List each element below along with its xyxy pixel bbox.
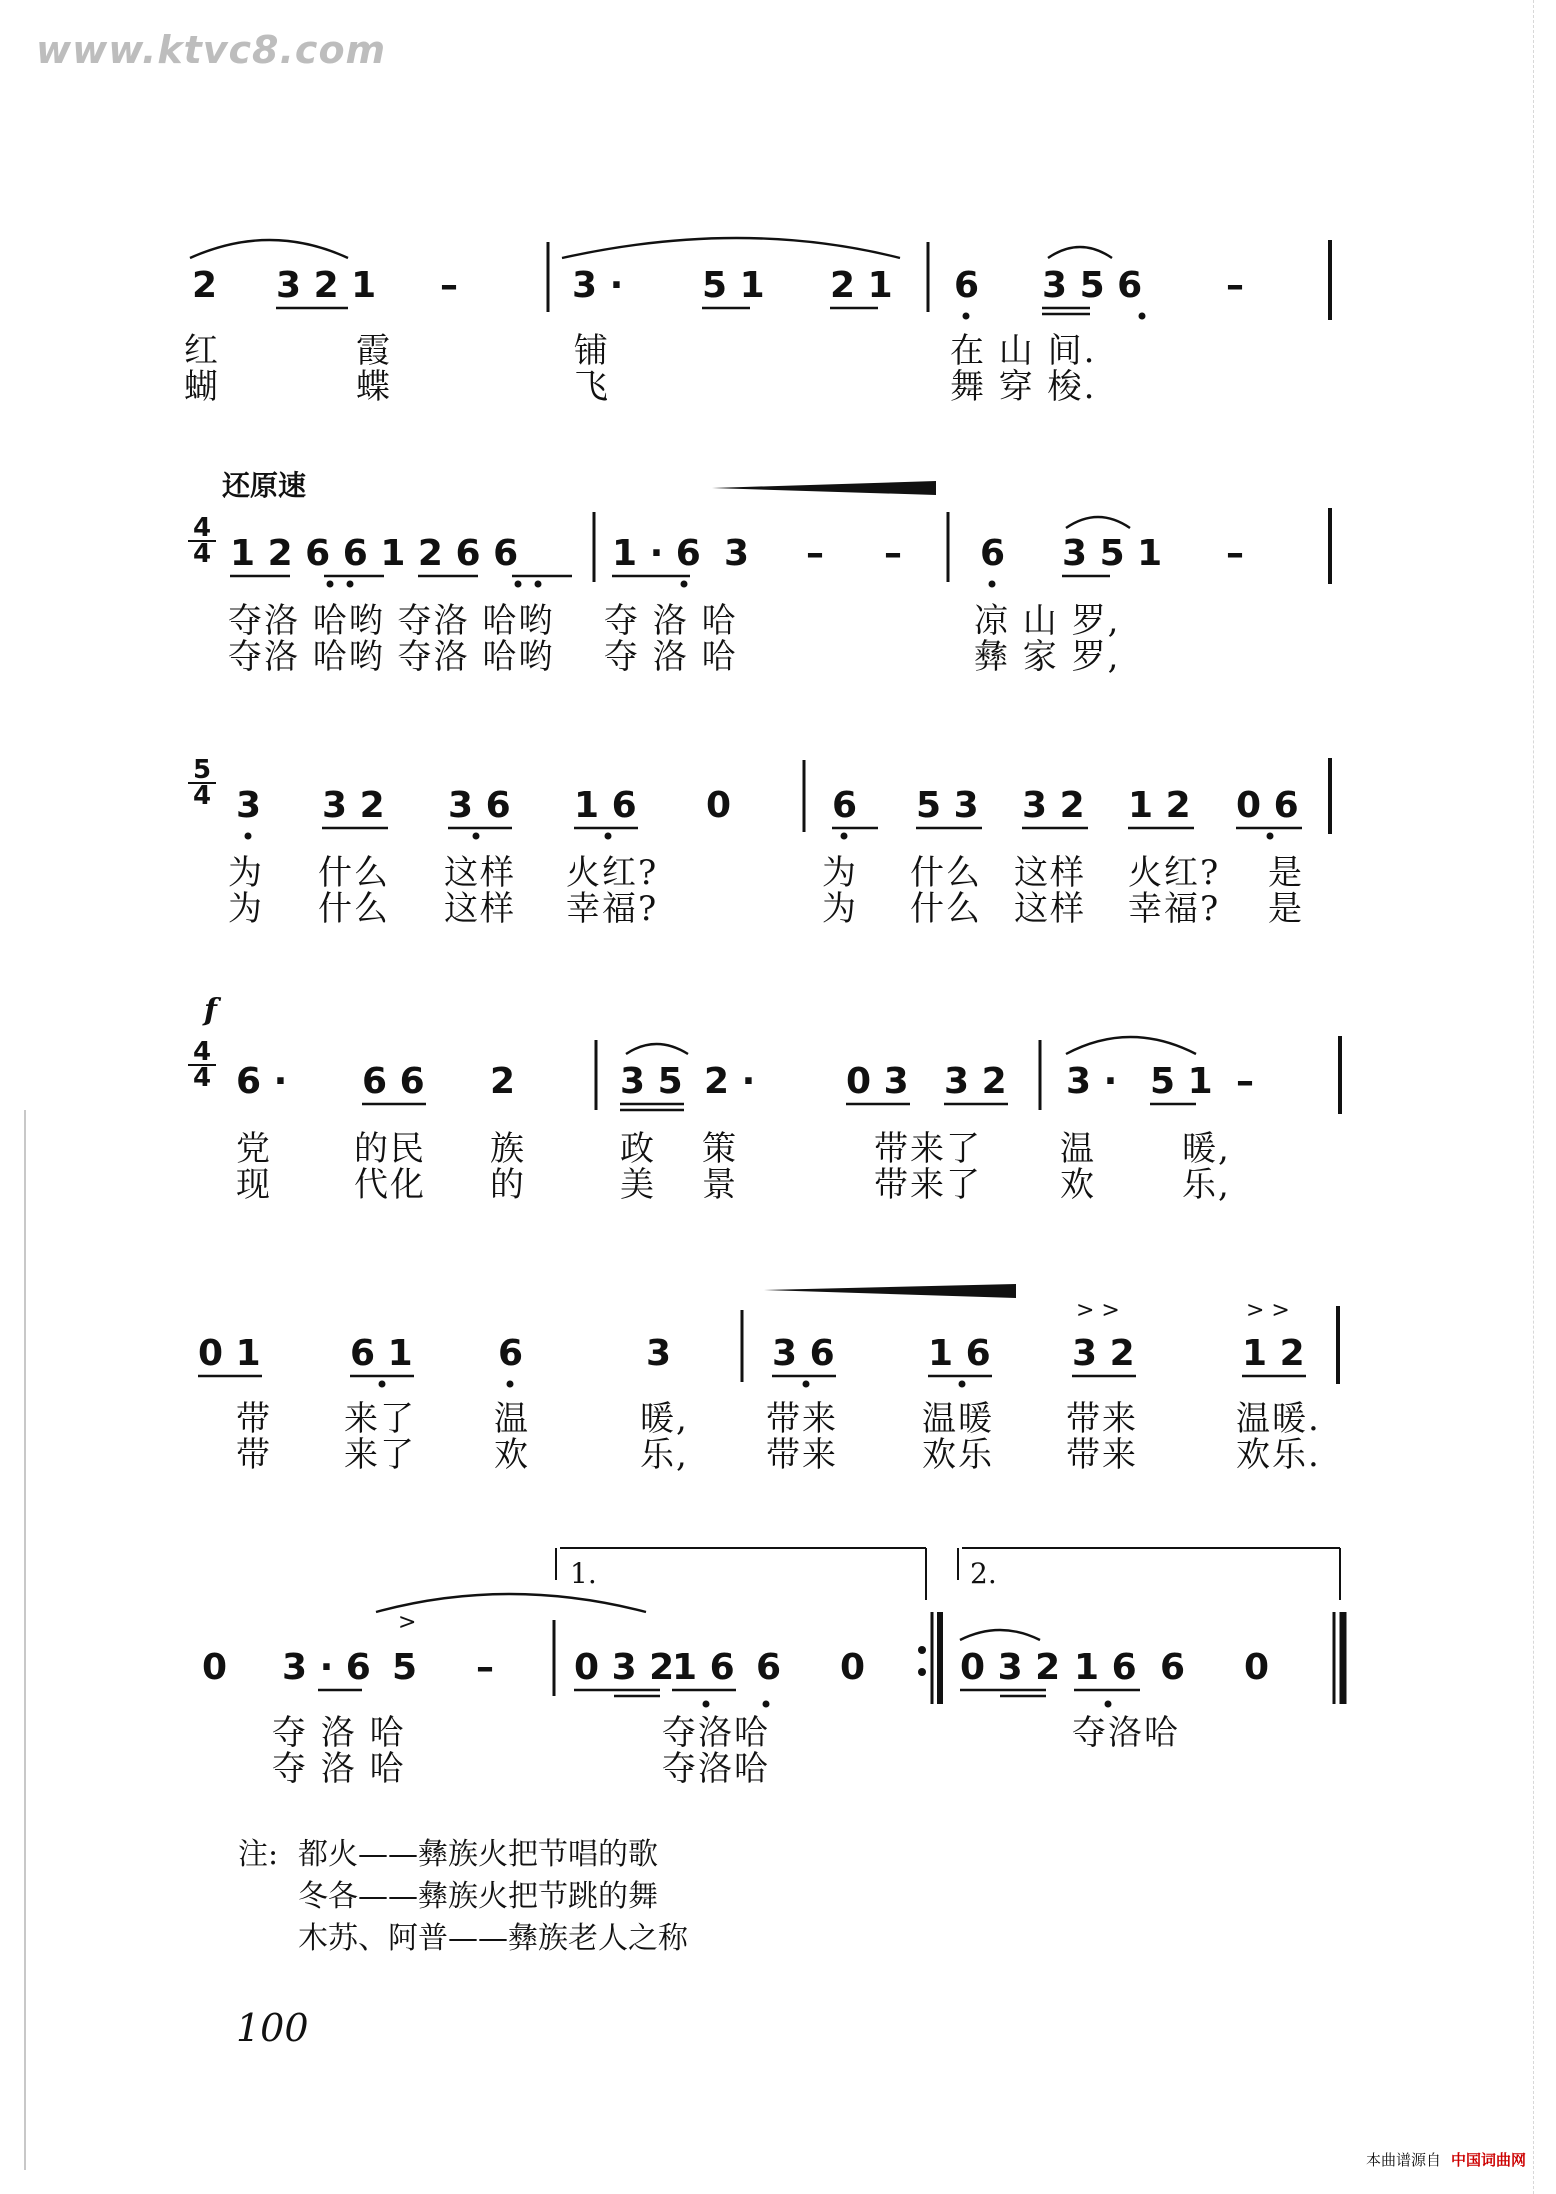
hairpins [712, 481, 1016, 1298]
note-group: 0 6 [1236, 785, 1299, 826]
note-group: 3 5 1 [1062, 533, 1163, 574]
decrescendo-hairpin [764, 1284, 1016, 1298]
lyric: 暖, [1182, 1129, 1231, 1169]
time-signature: 5 4 [188, 758, 216, 808]
lyric: 带来 [766, 1399, 838, 1439]
lyric: 这样 [444, 889, 516, 929]
note-group: 2 [490, 1061, 516, 1102]
note-group: 6 [954, 265, 980, 306]
note-group: 6 [1160, 1647, 1186, 1688]
note-group: 3 [236, 785, 262, 826]
lyric: 温暖 [922, 1399, 994, 1439]
note-group: – [1226, 533, 1244, 574]
lyric: 带来 [766, 1435, 838, 1475]
note-group: – [440, 265, 458, 306]
note-group: 0 1 [198, 1333, 261, 1374]
lyric: 什么 [318, 889, 390, 929]
lyric: 乐, [640, 1435, 689, 1475]
note-group: 3 2 [1022, 785, 1085, 826]
lyric: 来了 [344, 1435, 416, 1475]
lyric: 政 [620, 1129, 656, 1169]
lyric: 温 [1060, 1129, 1096, 1169]
note-group: 2 [192, 265, 218, 306]
note-group: 6 6 [362, 1061, 425, 1102]
note-group: 0 3 2 [960, 1647, 1061, 1688]
lyric: 夺 洛 哈 [272, 1713, 406, 1753]
note-group: 3 [646, 1333, 672, 1374]
note-group: 6 [832, 785, 858, 826]
lyric: 欢 [1060, 1165, 1096, 1205]
note-group: 3 · [572, 265, 624, 306]
page-number: 100 [236, 2006, 309, 2050]
note-group: 1 6 [574, 785, 637, 826]
lyric: 带来 [1066, 1435, 1138, 1475]
lyric: 为 [228, 853, 264, 893]
footnote-prefix: 注: [238, 1837, 279, 1872]
lyric: 为 [822, 853, 858, 893]
note-group: – [884, 533, 902, 574]
note-group: 5 1 [1150, 1061, 1213, 1102]
lyric: 夺洛哈 [662, 1749, 770, 1789]
note-group: 3 5 [620, 1061, 683, 1102]
note-group: 3 6 [448, 785, 511, 826]
note-group: 6 [498, 1333, 524, 1374]
lyric: 什么 [910, 853, 982, 893]
lyric: 欢 [494, 1435, 530, 1475]
barlines [548, 240, 1343, 1704]
volta-brackets [556, 1548, 1340, 1600]
lyric: 族 [490, 1129, 526, 1169]
lyric: 带来了 [874, 1129, 982, 1169]
lyric: 飞 [574, 367, 610, 407]
lyric: 夺 洛 哈 [604, 601, 738, 641]
lyric: 的民 [354, 1129, 426, 1169]
lyric: 夺洛 哈哟 夺洛 哈哟 [228, 637, 555, 677]
lyric: 乐, [1182, 1165, 1231, 1205]
lyric: 暖, [640, 1399, 689, 1439]
lyric: 温暖. [1236, 1399, 1321, 1439]
lyric: 现 [236, 1165, 272, 1205]
note-group: 1 6 [1074, 1647, 1137, 1688]
lyric: 是 [1268, 889, 1304, 929]
accent-mark: > [398, 1610, 417, 1635]
time-signature: 4 4 [188, 516, 216, 566]
beams [198, 308, 1306, 1696]
note-group: 3 2 [1072, 1333, 1135, 1374]
lyric: 这样 [1014, 889, 1086, 929]
lyric: 彝 家 罗, [974, 637, 1121, 677]
lyric: 什么 [910, 889, 982, 929]
note-group: – [806, 533, 824, 574]
note-group: 3 5 6 [1042, 265, 1143, 306]
lyric: 带 [236, 1399, 272, 1439]
lyric: 幸福? [566, 889, 659, 929]
note-group: 1 2 [1128, 785, 1191, 826]
note-group: 5 [392, 1647, 418, 1688]
lyric: 什么 [318, 853, 390, 893]
decrescendo-hairpin [712, 481, 936, 495]
footnote-line: 冬各——彝族火把节跳的舞 [298, 1879, 658, 1914]
watermark: www.ktvc8.com [36, 28, 387, 72]
note-group: 6 [756, 1647, 782, 1688]
lyric: 舞 穿 梭. [950, 367, 1097, 407]
repeat-dots [918, 1646, 926, 1676]
note-group: 0 3 2 [574, 1647, 675, 1688]
note-group: – [1226, 265, 1244, 306]
note-group: 3 · [1066, 1061, 1118, 1102]
lyric: 凉 山 罗, [974, 601, 1121, 641]
lyric: 欢乐. [1236, 1435, 1321, 1475]
volta-2-label: 2. [970, 1557, 997, 1590]
note-group: 6 [980, 533, 1006, 574]
lyric: 在 山 间. [950, 331, 1097, 371]
note-group: 0 3 [846, 1061, 909, 1102]
note-group: 0 [202, 1647, 228, 1688]
lyric: 夺洛哈 [1072, 1713, 1180, 1753]
lyric: 带来 [1066, 1399, 1138, 1439]
lyric: 策 [702, 1129, 738, 1169]
lyric: 夺 洛 哈 [604, 637, 738, 677]
lyric: 夺洛 哈哟 夺洛 哈哟 [228, 601, 555, 641]
note-group: 6 · [236, 1061, 288, 1102]
lyric: 夺 洛 哈 [272, 1749, 406, 1789]
lyric: 党 [236, 1129, 272, 1169]
lyric: 代化 [354, 1165, 426, 1205]
note-group: 0 [706, 785, 732, 826]
lyric: 温 [494, 1399, 530, 1439]
lyric: 来了 [344, 1399, 416, 1439]
note-group: 0 [840, 1647, 866, 1688]
note-group: 3 2 [944, 1061, 1007, 1102]
source-site-link[interactable]: 中国词曲网 [1450, 2151, 1526, 2169]
lyric: 铺 [574, 331, 610, 371]
note-group: 3 [724, 533, 750, 574]
time-signature: 4 4 [188, 1040, 216, 1090]
lyric: 火红? [1128, 853, 1221, 893]
volta-1-label: 1. [570, 1557, 597, 1590]
lyric: 夺洛哈 [662, 1713, 770, 1753]
note-group: – [476, 1647, 494, 1688]
source-credit [1366, 2149, 1526, 2170]
lyric: 为 [822, 889, 858, 929]
note-group: – [1236, 1061, 1254, 1102]
tempo-marking: 还原速 [222, 469, 307, 502]
accent-marks: > > [1246, 1298, 1290, 1323]
note-group: 3 2 1 [276, 265, 377, 306]
note-group: 2 1 [830, 265, 893, 306]
note-group: 3 2 [322, 785, 385, 826]
note-group: 0 [1244, 1647, 1270, 1688]
lyric: 带来了 [874, 1165, 982, 1205]
lyric: 蝶 [356, 367, 392, 407]
note-group: 2 · [704, 1061, 756, 1102]
lyric: 景 [702, 1165, 738, 1205]
note-group: 1 6 [672, 1647, 735, 1688]
note-group: 5 1 [702, 265, 765, 306]
lyric: 这样 [1014, 853, 1086, 893]
lyric: 欢乐 [922, 1435, 994, 1475]
lyric: 是 [1268, 853, 1304, 893]
note-group: 3 6 [772, 1333, 835, 1374]
lyric: 火红? [566, 853, 659, 893]
lyric: 带 [236, 1435, 272, 1475]
lyric: 的 [490, 1165, 526, 1205]
note-group: 5 3 [916, 785, 979, 826]
lyric: 为 [228, 889, 264, 929]
lyric: 蝴 [184, 367, 220, 407]
lyric: 这样 [444, 853, 516, 893]
note-group: 1 2 [1242, 1333, 1305, 1374]
accent-marks: > > [1076, 1298, 1120, 1323]
note-group: 6 1 [350, 1333, 413, 1374]
note-group: 1 2 6 6 1 2 6 6 [230, 533, 519, 574]
lyric: 幸福? [1128, 889, 1221, 929]
note-group: 3 · 6 [282, 1647, 371, 1688]
footnote-line: 都火——彝族火把节唱的歌 [298, 1837, 658, 1872]
source-text: 本曲谱源自 [1365, 2151, 1441, 2169]
lyric: 红 [184, 331, 220, 371]
note-group: 1 6 [928, 1333, 991, 1374]
footnote-line: 木苏、阿普——彝族老人之称 [298, 1921, 688, 1956]
slurs [190, 238, 1196, 1640]
lyric: 美 [620, 1165, 656, 1205]
dynamic-forte: f [204, 993, 217, 1028]
note-group: 1 · 6 [612, 533, 701, 574]
lyric: 霞 [356, 331, 392, 371]
